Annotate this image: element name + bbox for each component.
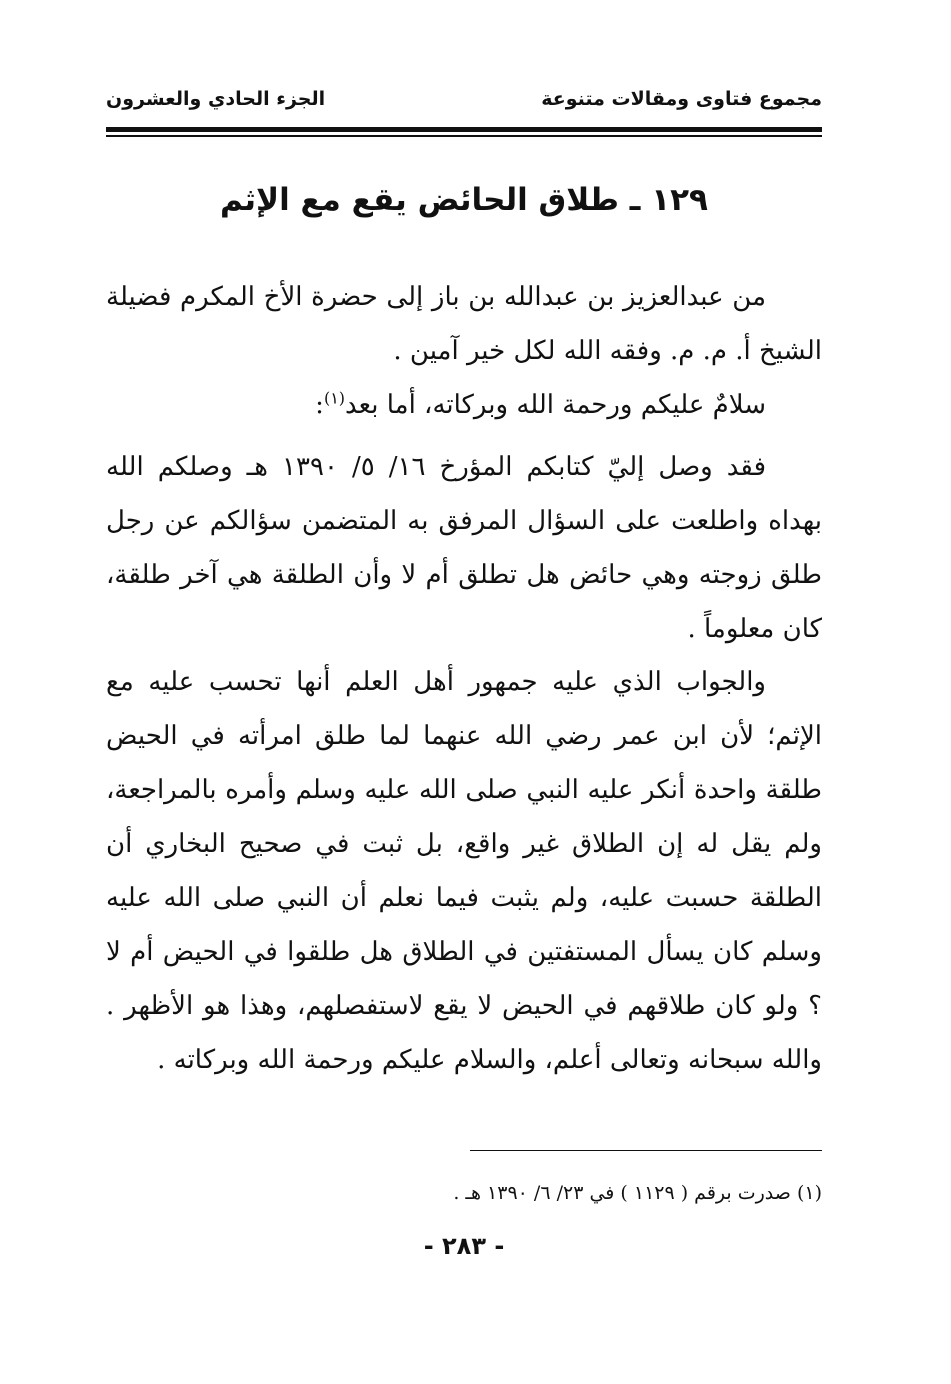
- footnote-marker: (١): [796, 1182, 822, 1204]
- footnote: [106, 1178, 822, 1208]
- letter-section: [106, 440, 822, 656]
- volume-label: الجزء الحادي والعشرون: [106, 88, 326, 110]
- header-rule-thin: [106, 135, 822, 137]
- address-paragraph: من عبدالعزيز بن عبدالله بن باز إلى حضرة الأخ المكرم فضيلة الشيخ أ. م. م. وفقه الله لكل خير آمين .: [106, 282, 822, 366]
- opening-section: [106, 270, 822, 432]
- page-number: - ٢٨٣ -: [423, 1232, 505, 1260]
- answer-section: [106, 655, 822, 1087]
- greeting-paragraph: [106, 378, 822, 432]
- footnote-reference: (١): [323, 388, 346, 408]
- running-header: [106, 88, 822, 122]
- header-rule-thick: [106, 127, 822, 132]
- book-title: مجموع فتاوى ومقالات متنوعة: [541, 88, 822, 110]
- article-title: ١٢٩ ـ طلاق الحائض يقع مع الإثم: [220, 182, 708, 218]
- answer-paragraph: والجواب الذي عليه جمهور أهل العلم أنها تحسب عليه مع الإثم؛ لأن ابن عمر رضي الله عنهما لما طلق امرأته في الحيض طلقة واحدة أنكر عليه النبي صلى الله عليه وسلم وأمره بالمراجعة، ولم يقل له إن الطلاق غير واقع، بل ثبت في صحيح البخاري أن الطلقة حسبت عليه، ولم يثبت فيما نعلم أن النبي صلى الله عليه وسلم كان يسأل المستفتين في الطلاق هل طلقوا في الحيض أم لا ؟ ولو كان طلاقهم في الحيض لا يقع لاستفصلهم، وهذا هو الأظهر . والله سبحانه وتعالى أعلم، والسلام عليكم ورحمة الله وبركاته .: [106, 667, 822, 1075]
- greeting-colon: :: [315, 390, 324, 420]
- letter-paragraph: فقد وصل إليّ كتابكم المؤرخ ١٦/ ٥/ ١٣٩٠ هـ وصلكم الله بهداه واطلعت على السؤال المرفق به المتضمن سؤالكم عن رجل طلق زوجته وهي حائض هل تطلق أم لا وأن الطلقة هي آخر طلقة، كان معلوماً .: [106, 452, 822, 644]
- greeting-text: سلامٌ عليكم ورحمة الله وبركاته، أما بعد: [345, 390, 766, 420]
- footnote-text: صدرت برقم ( ١١٢٩ ) في ٢٣/ ٦/ ١٣٩٠ هـ .: [453, 1182, 791, 1204]
- footnote-separator: [470, 1150, 822, 1151]
